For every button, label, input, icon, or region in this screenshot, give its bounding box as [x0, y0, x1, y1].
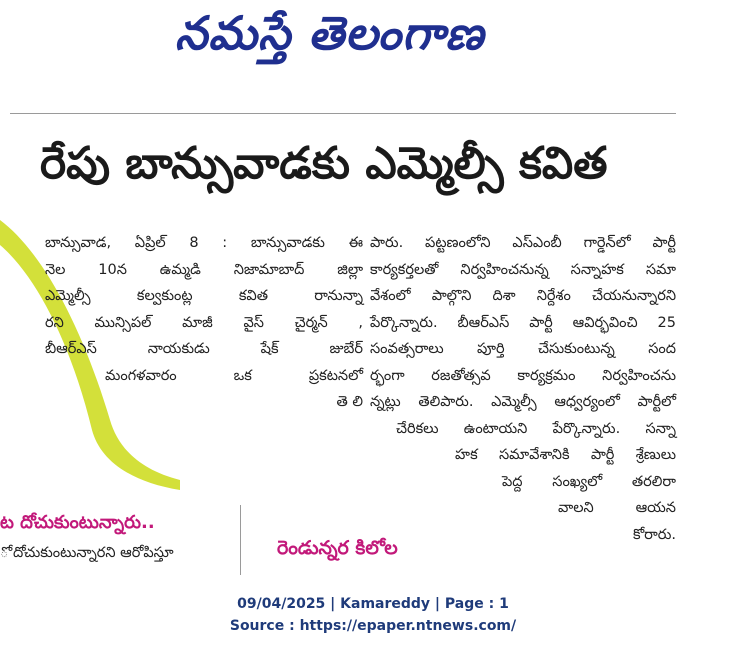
neighbor-headline: రెండున్నర కిలోల: [277, 537, 398, 559]
footer-source: Source : https://epaper.ntnews.com/: [229, 618, 517, 634]
article-line: బాన్సువాడ, ఏప్రిల్ 8 : బాన్సువాడకు ఈ: [45, 235, 363, 251]
article-line: ఎమ్మెల్సీ కల్వకుంట్ల కవిత రానున్నా: [45, 288, 363, 304]
article-line: న్నట్లు తెలిపారు. ఎమ్మెల్సీ ఆధ్వర్యంలో పార్టీలో: [370, 394, 676, 410]
article-line: హక సమావేశానికి పార్టీ శ్రేణులు: [455, 447, 676, 463]
article-line: చేరికలు ఉంటాయని పేర్కొన్నారు. సన్నా: [396, 420, 676, 437]
article-line: ర్భంగా రజతోత్సవ కార్యక్రమం నిర్వహించను: [370, 367, 676, 384]
article-line: పారు. పట్టణంలోని ఎస్ఎంబీ గార్డెన్‌లో పార్టీ: [370, 235, 676, 251]
column-divider: [240, 505, 241, 575]
article-line: కోరారు.: [632, 526, 676, 543]
divider: [10, 113, 676, 114]
neighbor-headline: ట దోచుకుంటున్నారు..: [0, 512, 155, 533]
article-line: పెద్ద సంఖ్యలో తరలిరా: [502, 473, 676, 490]
article-headline: రేపు బాన్సువాడకు ఎమ్మెల్సీ కవిత: [40, 138, 608, 189]
footer-area: [0, 578, 746, 656]
neighbor-text: ో దోచుకుంటున్నారని ఆరోపిస్తూ: [0, 545, 174, 561]
article-line: బీఆర్ఎస్ నాయకుడు షేక్ జుబేర్: [45, 341, 363, 357]
article-column-left: [45, 230, 363, 416]
article-line: వాలని ఆయన: [558, 500, 676, 516]
article-column-right: [370, 230, 676, 548]
masthead: [0, 0, 746, 100]
article-line: మంగళవారం ఒక ప్రకటనలో: [105, 367, 363, 384]
article-line: వేశంలో పాల్గొని దిశా నిర్దేశం చేయనున్నారని: [370, 288, 676, 304]
footer-date-edition: 09/04/2025 | Kamareddy | Page : 1: [237, 596, 509, 612]
newspaper-logo: నమస్తే తెలంగాణ: [175, 6, 485, 60]
article-line: రని మున్సిపల్ మాజీ వైస్ చైర్మన్ ,: [45, 314, 363, 331]
article-line: తె లి: [336, 394, 363, 410]
article-line: నెల 10న ఉమ్మడి నిజామాబాద్ జిల్లా: [45, 261, 363, 278]
article-line: పేర్కొన్నారు. బీఆర్ఎస్ పార్టీ ఆవిర్భవించి 25: [370, 314, 676, 331]
article-line: సంవత్సరాలు పూర్తి చేసుకుంటున్న సంద: [370, 341, 676, 357]
article-line: కార్యకర్తలతో నిర్వహించనున్న సన్నాహక సమా: [370, 261, 676, 278]
